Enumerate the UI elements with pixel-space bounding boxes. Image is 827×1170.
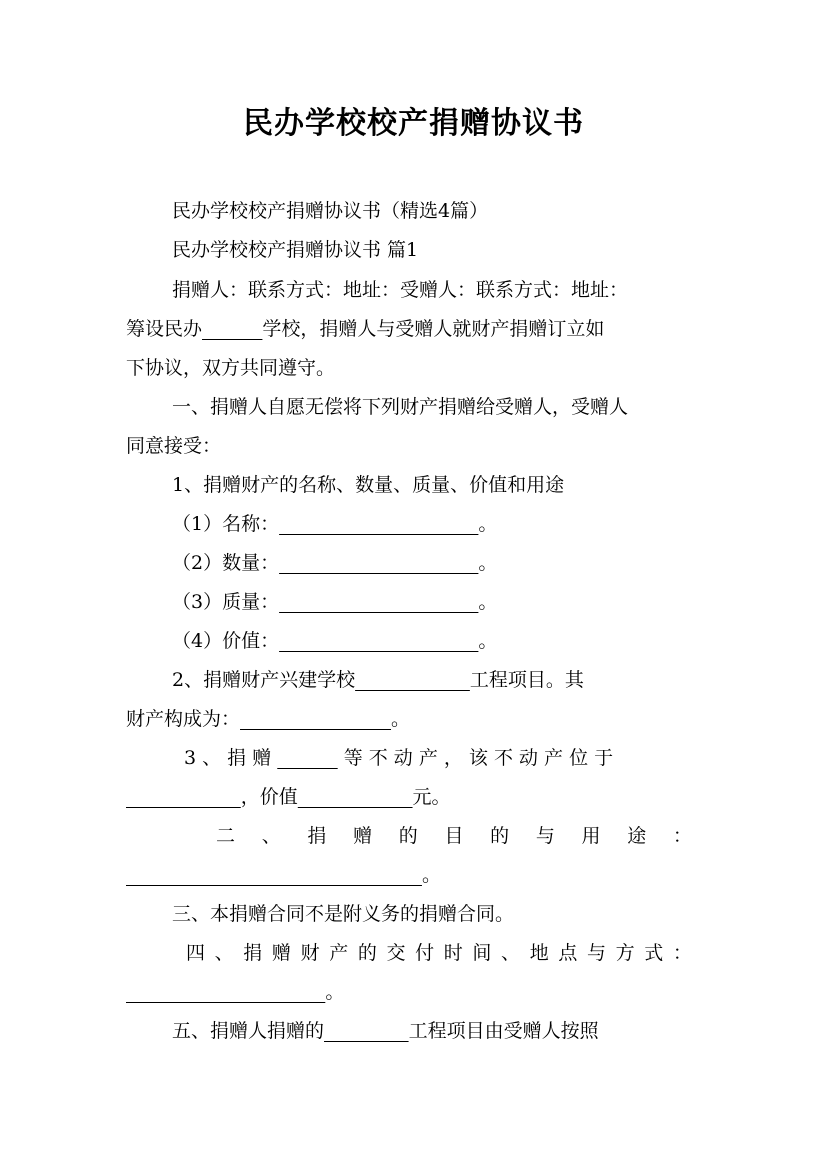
value-label: （4）价值： — [172, 630, 280, 652]
article-5-line-1 — [172, 1017, 772, 1045]
art4-char: 地 — [529, 942, 549, 964]
art4-char: 产 — [329, 942, 349, 964]
intro-line-1 — [126, 315, 726, 343]
art2-char: 途 — [627, 825, 647, 847]
delivery-blank — [126, 981, 325, 1003]
art4-char: 、 — [214, 942, 234, 964]
school-name-blank — [202, 318, 262, 340]
art4-char: 的 — [357, 942, 377, 964]
art4-char: 交 — [386, 942, 406, 964]
art4-char: 赠 — [271, 942, 291, 964]
art2-char: 用 — [581, 825, 601, 847]
item-2-text-c: 财产构成为： — [126, 708, 241, 730]
item-1-heading: 1、捐赠财产的名称、数量、质量、价值和用途 — [172, 474, 565, 496]
art2-char: 二 — [216, 825, 236, 847]
article-5-text-a: 五、捐赠人捐赠的 — [172, 1020, 325, 1042]
art2-char: 的 — [490, 825, 510, 847]
article-5-blank — [324, 1020, 409, 1042]
article-2-line-1 — [216, 822, 692, 850]
value-blank — [279, 630, 478, 652]
item-2-period: 。 — [391, 708, 411, 730]
article-1-line-1: 一、捐赠人自愿无偿将下列财产捐赠给受赠人，受赠人 — [172, 396, 629, 418]
project-blank — [355, 669, 470, 691]
art4-char: 、 — [501, 942, 521, 964]
quantity-blank — [279, 552, 478, 574]
name-label: （1）名称： — [172, 513, 280, 535]
quality-period: 。 — [478, 591, 498, 613]
item-2-line-1 — [172, 666, 772, 694]
article-3: 三、本捐赠合同不是附义务的捐赠合同。 — [172, 903, 515, 925]
item-3-text-a: 3 、 捐 赠 — [184, 747, 272, 769]
item-3-text-c: ，价值 — [240, 786, 298, 808]
article-4-line-2 — [126, 978, 726, 1006]
price-blank — [298, 786, 413, 808]
quality-blank — [279, 591, 478, 613]
article-5-text-b: 工程项目由受赠人按照 — [408, 1020, 599, 1042]
location-blank — [126, 786, 241, 808]
article-2-period: 。 — [421, 864, 441, 886]
item-2-text-b: 工程项目。其 — [469, 669, 584, 691]
art2-char: ： — [672, 825, 692, 847]
chapter-heading: 民办学校校产捐赠协议书 篇1 — [172, 239, 419, 261]
value-period: 。 — [478, 630, 498, 652]
article-4-heading — [186, 939, 692, 967]
name-line — [172, 510, 772, 538]
quality-label: （3）质量： — [172, 591, 280, 613]
realty-blank — [277, 747, 337, 769]
subtitle: 民办学校校产捐赠协议书（精选4篇） — [172, 200, 489, 222]
quantity-line — [172, 549, 772, 577]
art2-char: 捐 — [307, 825, 327, 847]
art4-char: 点 — [558, 942, 578, 964]
article-1-line-2: 同意接受： — [126, 435, 222, 457]
article-2-heading — [216, 822, 692, 850]
art4-char: 财 — [300, 942, 320, 964]
article-2-line-2 — [126, 861, 726, 889]
item-3-line-1 — [184, 744, 784, 772]
item-3-text-d: 元。 — [412, 786, 451, 808]
art2-char: 与 — [535, 825, 555, 847]
item-3-text-b: 等 不 动 产 ， 该 不 动 产 位 于 — [343, 747, 614, 769]
item-2-line-2 — [126, 705, 726, 733]
intro-line-2: 下协议，双方共同遵守。 — [126, 357, 336, 379]
quantity-period: 。 — [478, 552, 498, 574]
article-4-period: 。 — [325, 981, 345, 1003]
art4-char: 式 — [644, 942, 664, 964]
document-title: 民办学校校产捐赠协议书 — [243, 106, 584, 141]
intro-text-a: 筹设民办 — [126, 318, 203, 340]
intro-text-b: 学校，捐赠人与受赠人就财产捐赠订立如 — [262, 318, 605, 340]
value-line — [172, 627, 772, 655]
art2-char: 的 — [398, 825, 418, 847]
art4-char: 间 — [472, 942, 492, 964]
quantity-label: （2）数量： — [172, 552, 280, 574]
name-blank — [279, 513, 478, 535]
item-3-line-2 — [126, 783, 726, 811]
art4-char: 捐 — [243, 942, 263, 964]
quality-line — [172, 588, 772, 616]
item-2-text-a: 2、捐赠财产兴建学校 — [172, 669, 356, 691]
art4-char: 时 — [443, 942, 463, 964]
art2-char: 赠 — [353, 825, 373, 847]
art4-char: ： — [672, 942, 692, 964]
art2-char: 目 — [444, 825, 464, 847]
art4-char: 付 — [415, 942, 435, 964]
purpose-blank — [126, 864, 422, 886]
art4-char: 四 — [186, 942, 206, 964]
art4-char: 方 — [615, 942, 635, 964]
parties-line: 捐赠人：联系方式：地址：受赠人：联系方式：地址： — [172, 279, 629, 301]
art4-char: 与 — [586, 942, 606, 964]
name-period: 。 — [478, 513, 498, 535]
art2-char: 、 — [261, 825, 281, 847]
article-4-line-1 — [186, 939, 692, 967]
composition-blank — [240, 708, 391, 730]
